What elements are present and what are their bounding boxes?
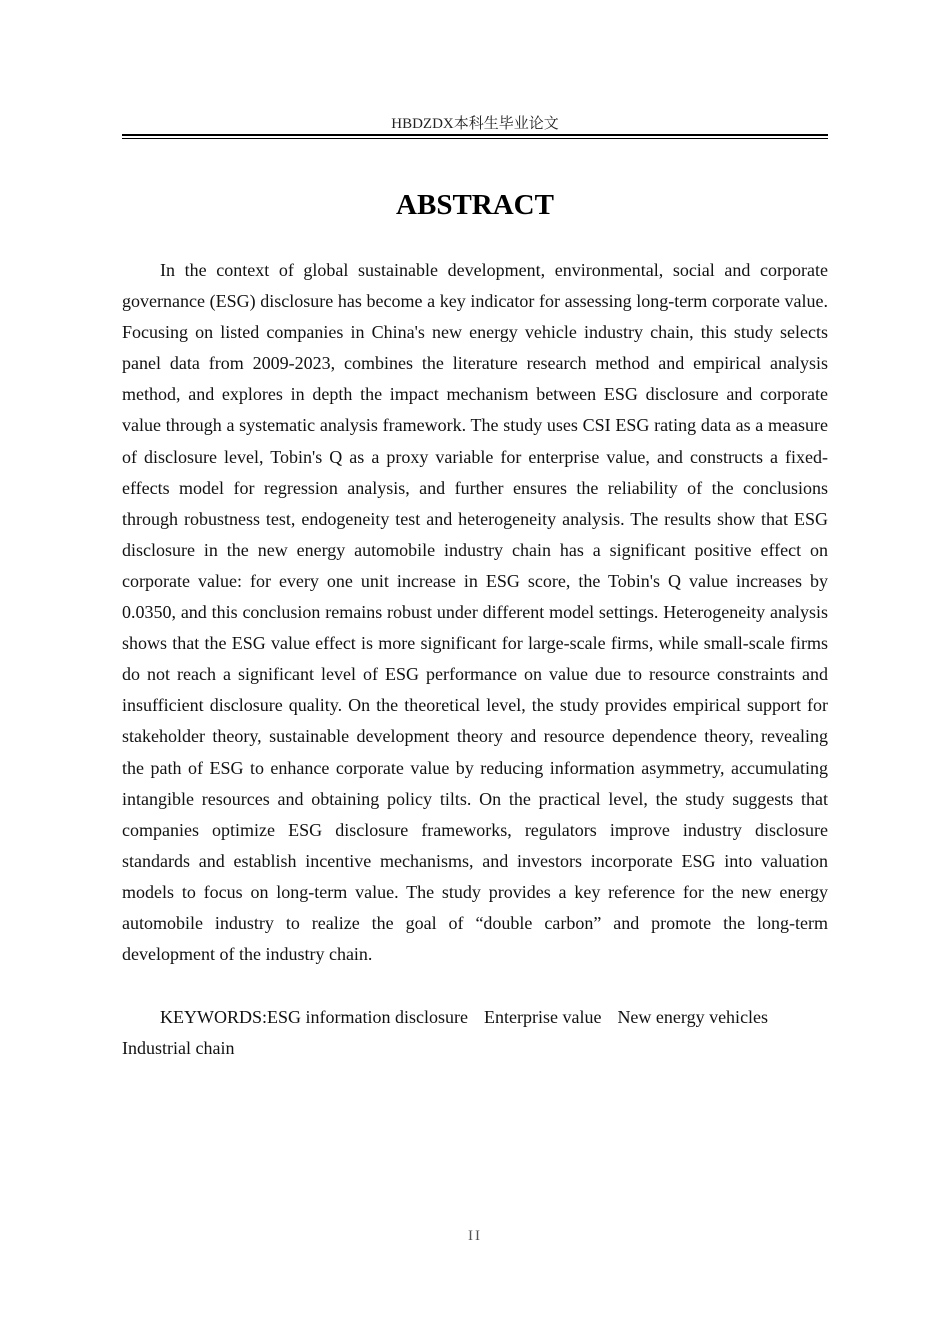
keyword-item: Industrial chain — [122, 1038, 235, 1059]
keyword-item: ESG information disclosure — [267, 1007, 468, 1027]
abstract-body: In the context of global sustainable development, environmental, social and corporate governance (ESG) disclosure has become a key indicator for assessing long-term corporate value. Focusing on listed companies in China's new energy vehicle industry chain, this study selects panel data from 2009-2023, combines the literature research method and empirical analysis method, and explores in depth the impact mechanism between ESG disclosure and corporate value through a systematic analysis framework. The study uses CSI ESG rating data as a measure of disclosure level, Tobin's Q as a proxy variable for enterprise value, and constructs a fixed-effects model for regression analysis, and further ensures the reliability of the conclusions through robustness test, endogeneity test and heterogeneity analysis. The results show that ESG disclosure in the new energy automobile industry chain has a significant positive effect on corporate value: for every one unit increase in ESG score, the Tobin's Q value increases by 0.0350, and this conclusion remains robust under different model settings. Heterogeneity analysis shows that the ESG value effect is more significant for large-scale firms, while small-scale firms do not reach a significant level of ESG performance on value due to resource constraints and insufficient disclosure quality. On the theoretical level, the study provides empirical support for stakeholder theory, sustainable development theory and resource dependence theory, revealing the path of ESG to enhance corporate value by reducing information asymmetry, accumulating intangible resources and obtaining policy tilts. On the practical level, the study suggests that companies optimize ESG disclosure frameworks, regulators improve industry disclosure standards and establish incentive mechanisms, and investors incorporate ESG into valuation models to focus on long-term value. The study provides a key reference for the new energy automobile industry to realize the goal of “double carbon” and promote the long-term development of the industry chain. — [122, 260, 828, 965]
keyword-item: New energy vehicles — [617, 1007, 769, 1027]
page-number: II — [468, 1228, 482, 1244]
abstract-title: ABSTRACT — [396, 189, 554, 221]
header-rule-thin — [122, 138, 828, 139]
keywords-label: KEYWORDS: — [160, 1007, 267, 1027]
header-rule-thick — [122, 134, 828, 136]
running-header: HBDZDX本科生毕业论文 — [391, 116, 559, 132]
keywords-line — [122, 1002, 828, 1064]
keyword-item: Enterprise value — [483, 1007, 602, 1027]
